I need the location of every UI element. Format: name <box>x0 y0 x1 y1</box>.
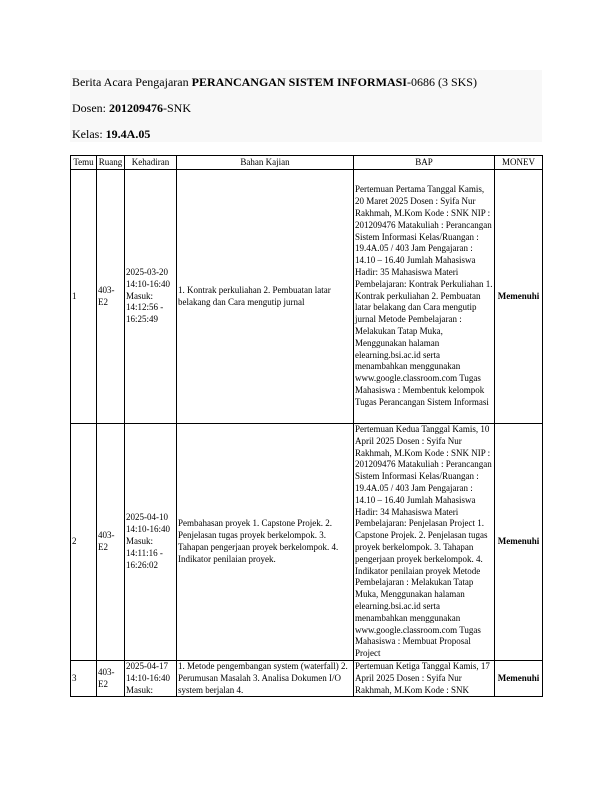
title-prefix: Berita Acara Pengajaran <box>72 75 192 89</box>
course-name: PERANCANGAN SISTEM INFORMASI <box>191 75 407 89</box>
ruang-cell: 403-E2 <box>97 424 125 661</box>
lecturer-code: 201209476 <box>109 101 163 115</box>
ruang-cell: 403-E2 <box>97 660 125 696</box>
temu-cell: 3 <box>71 660 97 696</box>
column-header-bahan-kajian: Bahan Kajian <box>177 156 354 170</box>
table-row <box>71 424 543 661</box>
bap-cell: Pertemuan Ketiga Tanggal Kamis, 17 April 2025 Dosen : Syifa Nur Rakhmah, M.Kom Kode : SNK <box>354 660 495 696</box>
monev-cell: Memenuhi <box>495 660 543 696</box>
table-header-row <box>71 156 543 170</box>
column-header-monev: MONEV <box>495 156 543 170</box>
lecturer-line <box>72 101 191 115</box>
column-header-bap: BAP <box>354 156 495 170</box>
class-value: 19.4A.05 <box>105 127 151 141</box>
report-title <box>72 75 477 89</box>
bap-cell: Pertemuan Kedua Tanggal Kamis, 10 April 2025 Dosen : Syifa Nur Rakhmah, M.Kom Kode : SNK NIP : 201209476 Matakuliah : Perancangan Sistem Informasi Kelas/Ruangan : 19.4A.05 / 403 Jam Pengajaran : 14.10 – 16.40 Jumlah Mahasiswa Hadir: 34 Mahasiswa Materi Pembelajaran: Penjelasan Project 1. Capstone Projek. 2. Penjelasan tugas proyek berkelompok. 3. Tahapan pengerjaan proyek berkelompok. 4. Indikator penilaian proyek Metode Pembelajaran : Melakukan Tatap Muka, Menggunakan halaman elearning.bsi.ac.id serta menambahkan menggunakan www.google.classroom.com Tugas Mahasiswa : Membuat Proposal Project <box>354 424 495 661</box>
class-label: Kelas: <box>72 127 106 141</box>
lecturer-initials: -SNK <box>163 101 192 115</box>
class-line <box>72 127 150 141</box>
document-header <box>70 70 542 142</box>
kehadiran-cell: 2025-04-10 14:10-16:40 Masuk: 14:11:16 - 16:26:02 <box>125 424 177 661</box>
kehadiran-cell: 2025-04-17 14:10-16:40 Masuk: <box>125 660 177 696</box>
bahan-kajian-cell: 1. Metode pengembangan system (waterfall) 2. Perumusan Masalah 3. Analisa Dokumen I/O system berjalan 4. <box>177 660 354 696</box>
bahan-kajian-cell: Pembahasan proyek 1. Capstone Projek. 2. Penjelasan tugas proyek berkelompok. 3. Tahapan pengerjaan proyek berkelompok. 4. Indikator penilaian proyek. <box>177 424 354 661</box>
temu-cell: 1 <box>71 170 97 424</box>
column-header-ruang: Ruang <box>97 156 125 170</box>
monev-cell: Memenuhi <box>495 170 543 424</box>
kehadiran-cell: 2025-03-20 14:10-16:40 Masuk: 14:12:56 - 16:25:49 <box>125 170 177 424</box>
column-header-temu: Temu <box>71 156 97 170</box>
column-header-kehadiran: Kehadiran <box>125 156 177 170</box>
table-row <box>71 660 543 696</box>
teaching-record-table <box>70 155 543 697</box>
course-code: -0686 (3 SKS) <box>406 75 477 89</box>
lecturer-label: Dosen: <box>72 101 109 115</box>
ruang-cell: 403-E2 <box>97 170 125 424</box>
temu-cell: 2 <box>71 424 97 661</box>
table-row <box>71 170 543 424</box>
bap-cell: Pertemuan Pertama Tanggal Kamis, 20 Maret 2025 Dosen : Syifa Nur Rakhmah, M.Kom Kode : SNK NIP : 201209476 Matakuliah : Perancangan Sistem Informasi Kelas/Ruangan : 19.4A.05 / 403 Jam Pengajaran : 14.10 – 16.40 Jumlah Mahasiswa Hadir: 35 Mahasiswa Materi Pembelajaran: Kontrak Perkuliahan 1. Kontrak perkuliahan 2. Pembuatan latar belakang dan Cara mengutip jurnal Metode Pembelajaran : Melakukan Tatap Muka, Menggunakan halaman elearning.bsi.ac.id serta menambahkan menggunakan www.google.classroom.com Tugas Mahasiswa : Membentuk kelompok Tugas Perancangan Sistem Informasi <box>354 170 495 424</box>
monev-cell: Memenuhi <box>495 424 543 661</box>
bahan-kajian-cell: 1. Kontrak perkuliahan 2. Pembuatan latar belakang dan Cara mengutip jurnal <box>177 170 354 424</box>
